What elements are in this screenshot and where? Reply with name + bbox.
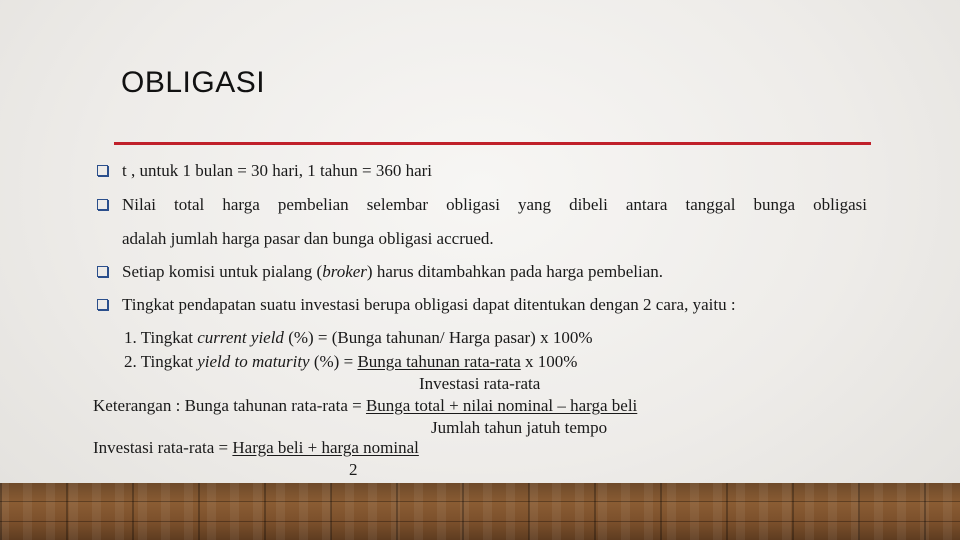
title-underline-rule	[114, 142, 871, 145]
slide-title: OBLIGASI	[121, 66, 266, 99]
checkbox-bullet-icon	[97, 199, 108, 210]
bullet-item-total-price	[97, 188, 867, 256]
bullet-text: Setiap komisi untuk pialang (broker) harus ditambahkan pada harga pembelian.	[122, 262, 664, 281]
checkbox-bullet-icon	[97, 165, 108, 176]
bullet-item-broker-commission	[97, 255, 867, 289]
checkbox-bullet-icon	[97, 266, 108, 277]
investasi-formula: Investasi rata-rata = Harga beli + harga nominal	[93, 438, 419, 457]
bullet-text: t , untuk 1 bulan = 30 hari, 1 tahun = 360 hari	[122, 161, 433, 180]
method-current-yield: 1. Tingkat current yield (%) = (Bunga tahunan/ Harga pasar) x 100%	[124, 328, 593, 347]
ytm-denominator: Investasi rata-rata	[419, 374, 541, 393]
checkbox-bullet-icon	[97, 299, 108, 310]
wood-floor-decoration	[0, 483, 960, 540]
bullet-item-period	[97, 154, 867, 188]
investasi-denominator: 2	[349, 460, 358, 479]
keterangan-formula: Keterangan : Bunga tahunan rata-rata = Bunga total + nilai nominal – harga beli	[93, 396, 638, 415]
bullet-text: Tingkat pendapatan suatu investasi berupa obligasi dapat ditentukan dengan 2 cara, yaitu :	[122, 295, 736, 314]
keterangan-denominator: Jumlah tahun jatuh tempo	[431, 418, 608, 437]
bullet-text: Nilai total harga pembelian selembar obligasi yang dibeli antara tanggal bunga obligasi	[122, 195, 867, 214]
bullet-text-continuation: adalah jumlah harga pasar dan bunga obligasi accrued.	[122, 229, 494, 248]
method-yield-to-maturity: 2. Tingkat yield to maturity (%) = Bunga tahunan rata-rata x 100%	[124, 352, 578, 371]
bullet-item-yield-methods	[97, 288, 867, 322]
